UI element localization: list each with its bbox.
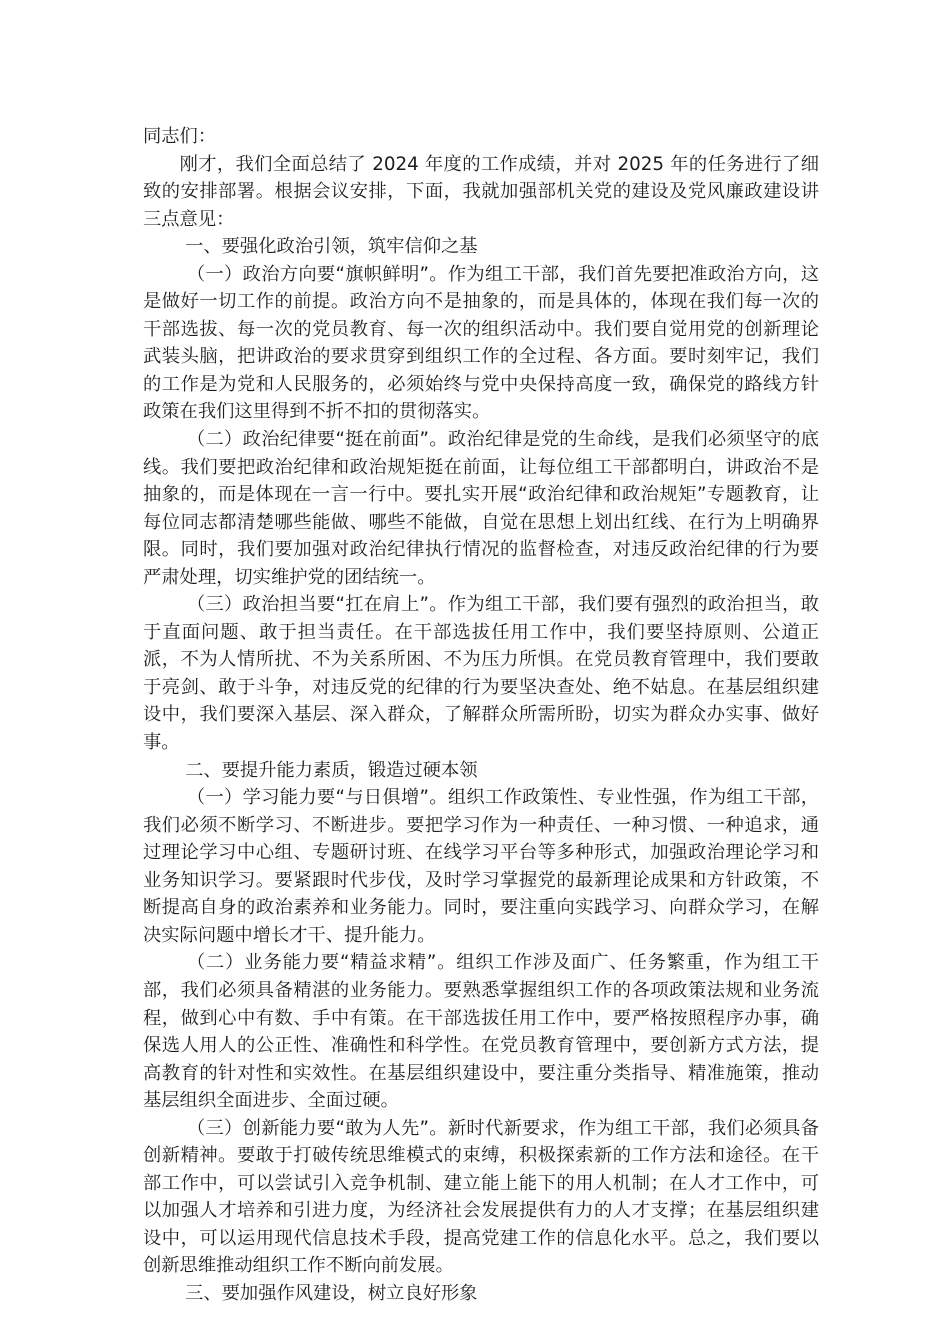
paragraph-1-2: （二）政治纪律要“挺在前面”。政治纪律是党的生命线，是我们必须坚守的底线。我们要把政治纪律和政治规矩挺在前面，让每位组工干部都明白，讲政治不是抽象的，而是体现在一言一行中。要扎实开展“政治纪律和政治规矩”专题教育，让每位同志都清楚哪些能做、哪些不能做，自觉在思想上划出红线、在行为上明确界限。同时，我们要加强对政治纪律执行情况的监督检查，对违反政治纪律的行为要严肃处理，切实维护党的团结统一。 xyxy=(143,429,819,588)
salutation: 同志们： xyxy=(143,126,217,147)
section-heading-2: 二、要提升能力素质，锻造过硬本领 xyxy=(185,759,478,781)
speech-body xyxy=(143,123,819,1308)
paragraph-1-1: （一）政治方向要“旗帜鲜明”。作为组工干部，我们首先要把准政治方向，这是做好一切工作的前提。政治方向不是抽象的，而是具体的，体现在我们每一次的干部选拔、每一次的党员教育、每一次的组织活动中。我们要自觉用党的创新理论武装头脑，把讲政治的要求贯穿到组织工作的全过程、各方面。要时刻牢记，我们的工作是为党和人民服务的，必须始终与党中央保持高度一致，确保党的路线方针政策在我们这里得到不折不扣的贯彻落实。 xyxy=(143,263,819,423)
paragraph-2-1: （一）学习能力要“与日俱增”。组织工作政策性、专业性强，作为组工干部，我们必须不断学习、不断进步。要把学习作为一种责任、一种习惯、一种追求，通过理论学习中心组、专题研讨班、在线学习平台等多种形式，加强政治理论学习和业务知识学习。要紧跟时代步伐，及时学习掌握党的最新理论成果和方针政策，不断提高自身的政治素养和业务能力。同时，要注重向实践学习、向群众学习，在解决实际问题中增长才干、提升能力。 xyxy=(143,787,819,946)
paragraph-1-3: （三）政治担当要“扛在肩上”。作为组工干部，我们要有强烈的政治担当，敢于直面问题、敢于担当责任。在干部选拔任用工作中，我们要坚持原则、公道正派，不为人情所扰、不为关系所困、不为压力所惧。在党员教育管理中，我们要敢于亮剑、敢于斗争，对违反党的纪律的行为要坚决查处、绝不姑息。在基层组织建设中，我们要深入基层、深入群众，了解群众所需所盼，切实为群众办实事、做好事。 xyxy=(143,594,819,754)
paragraph-2-3: （三）创新能力要“敢为人先”。新时代新要求，作为组工干部，我们必须具备创新精神。要敢于打破传统思维模式的束缚，积极探索新的工作方法和途径。在干部工作中，可以尝试引入竞争机制、建立能上能下的用人机制；在人才工作中，可以加强人才培养和引进力度，为经济社会发展提供有力的人才支撑；在基层组织建设中，可以运用现代信息技术手段，提高党建工作的信息化水平。总之，我们要以创新思维推动组织工作不断向前发展。 xyxy=(143,1117,819,1277)
section-heading-3: 三、要加强作风建设，树立良好形象 xyxy=(185,1282,478,1304)
intro-paragraph: 刚才，我们全面总结了 2024 年度的工作成绩，并对 2025 年的任务进行了细致的安排部署。根据会议安排，下面，我就加强部机关党的建设及党风廉政建设讲三点意见： xyxy=(143,153,819,230)
paragraph-2-2: （二）业务能力要“精益求精”。组织工作涉及面广、任务繁重，作为组工干部，我们必须具备精湛的业务能力。要熟悉掌握组织工作的各项政策法规和业务流程，做到心中有数、手中有策。在干部选拔任用工作中，要严格按照程序办事，确保选人用人的公正性、准确性和科学性。在党员教育管理中，要创新方式方法，提高教育的针对性和实效性。在基层组织建设中，要注重分类指导、精准施策，推动基层组织全面进步、全面过硬。 xyxy=(143,952,819,1112)
section-heading-1: 一、要强化政治引领，筑牢信仰之基 xyxy=(185,236,478,258)
